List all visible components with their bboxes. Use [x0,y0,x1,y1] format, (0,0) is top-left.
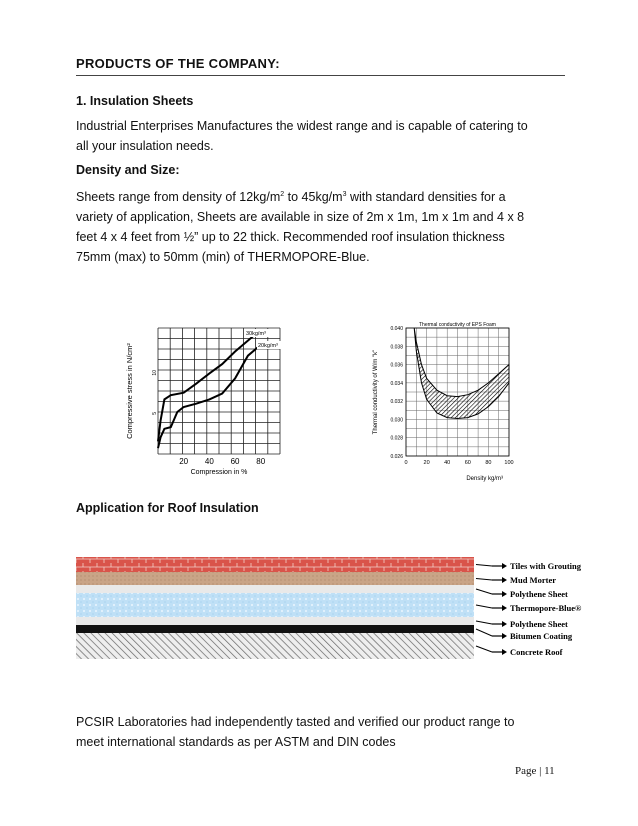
arrow-head [502,591,507,597]
x-axis-label: Compression in % [190,469,248,476]
y-tick-label: 0.028 [390,435,403,442]
series-line-1 [158,330,261,442]
pointer-line [476,589,492,594]
x-tick-label: 40 [204,457,214,466]
layer-label: Polythene Sheet [510,619,568,629]
y-tick-label: 0.032 [390,399,403,406]
page-title: PRODUCTS OF THE COMPANY: [76,56,280,71]
intro-paragraph [76,116,565,156]
intro-line-2: all your insulation needs. [76,139,214,153]
series-label: 30kg/m³ [246,331,266,337]
pointer-line [476,565,492,567]
x-tick-label: 100 [504,460,514,466]
y-tick-label: 0.036 [390,362,403,369]
y-tick-label: 5 [152,412,158,415]
layer-label: Mud Morter [510,575,557,585]
section-title-density-size: Density and Size: [76,163,180,177]
roof-layer-4 [76,593,474,617]
arrow-head [502,563,507,569]
section-title-insulation-sheets: 1. Insulation Sheets [76,94,194,108]
pointer-line [476,646,492,652]
x-tick-label: 60 [230,457,240,466]
arrow-head [502,621,507,627]
x-tick-label: 0 [404,460,408,466]
section-title-application: Application for Roof Insulation [76,501,259,515]
compressive-stress-chart [118,316,290,476]
y-tick-label: 0.026 [390,454,403,460]
conductivity-band [414,328,509,419]
y-tick-label: 10 [152,370,158,376]
pointer-line [476,621,492,624]
x-tick-label: 80 [485,460,492,466]
roof-layer-7 [76,633,474,659]
arrow-head [502,605,507,611]
y-tick-label: 0.040 [390,326,403,332]
chart-title: Thermal conductivity of EPS Foam [419,322,496,328]
roof-insulation-diagram [76,555,582,665]
pointer-line [476,579,492,581]
density-line-2: variety of application, Sheets are available in size of 2m x 1m, 1m x 1m and 4 x 8 [76,210,525,225]
thermal-conductivity-chart-svg [368,318,518,486]
x-tick-label: 20 [179,457,189,466]
y-tick-label: 0.038 [390,344,403,351]
roof-layer-5 [76,617,474,625]
pointer-line [476,629,492,636]
roof-layers-svg [76,555,582,665]
density-line-4: 75mm (max) to 50mm (min) of THERMOPORE-Blue. [76,250,370,265]
x-tick-label: 80 [256,457,266,466]
layer-label: Thermopore-Blue® [510,603,582,613]
closing-line-2: meet international standards as per ASTM and DIN codes [76,735,396,749]
y-axis-label: Compressive stress in N/cm² [125,343,134,439]
density-paragraph [76,185,565,267]
thermal-conductivity-chart [368,318,518,486]
title-divider [76,75,565,76]
arrow-head [502,577,507,583]
layer-label: Tiles with Grouting [510,561,582,571]
closing-paragraph [76,712,565,752]
arrow-head [502,633,507,639]
roof-layer-2 [76,572,474,585]
x-axis-label: Density kg/m³ [466,476,503,482]
density-line-3: feet 4 x 4 feet from ½” up to 22 thick. Recommended roof insulation thickness [76,230,505,245]
pointer-line [476,605,492,608]
page-number: Page | 11 [515,765,555,777]
closing-line-1: PCSIR Laboratories had independently tasted and verified our product range to [76,715,515,729]
compressive-stress-chart-svg [118,316,290,476]
y-tick-label: 0.030 [390,417,403,424]
density-line-1: Sheets range from density of $12kg/m^2$ to $45kg/m^3$ with standard densities for a [76,190,506,205]
x-tick-label: 40 [444,460,451,466]
series-label: 20kg/m³ [258,343,278,349]
arrow-head [502,649,507,655]
roof-layer-3 [76,585,474,593]
layer-label: Bitumen Coating [510,631,573,641]
y-tick-label: 0.034 [390,380,403,387]
x-tick-label: 60 [464,460,471,466]
y-axis-label: Thermal conductivity of W/m "k" [373,349,379,435]
roof-layer-1 [76,557,474,572]
x-tick-label: 20 [423,460,430,466]
intro-line-1: Industrial Enterprises Manufactures the widest range and is capable of catering to [76,119,528,133]
layer-label: Concrete Roof [510,647,563,657]
roof-layer-6 [76,625,474,633]
layer-label: Polythene Sheet [510,589,568,599]
